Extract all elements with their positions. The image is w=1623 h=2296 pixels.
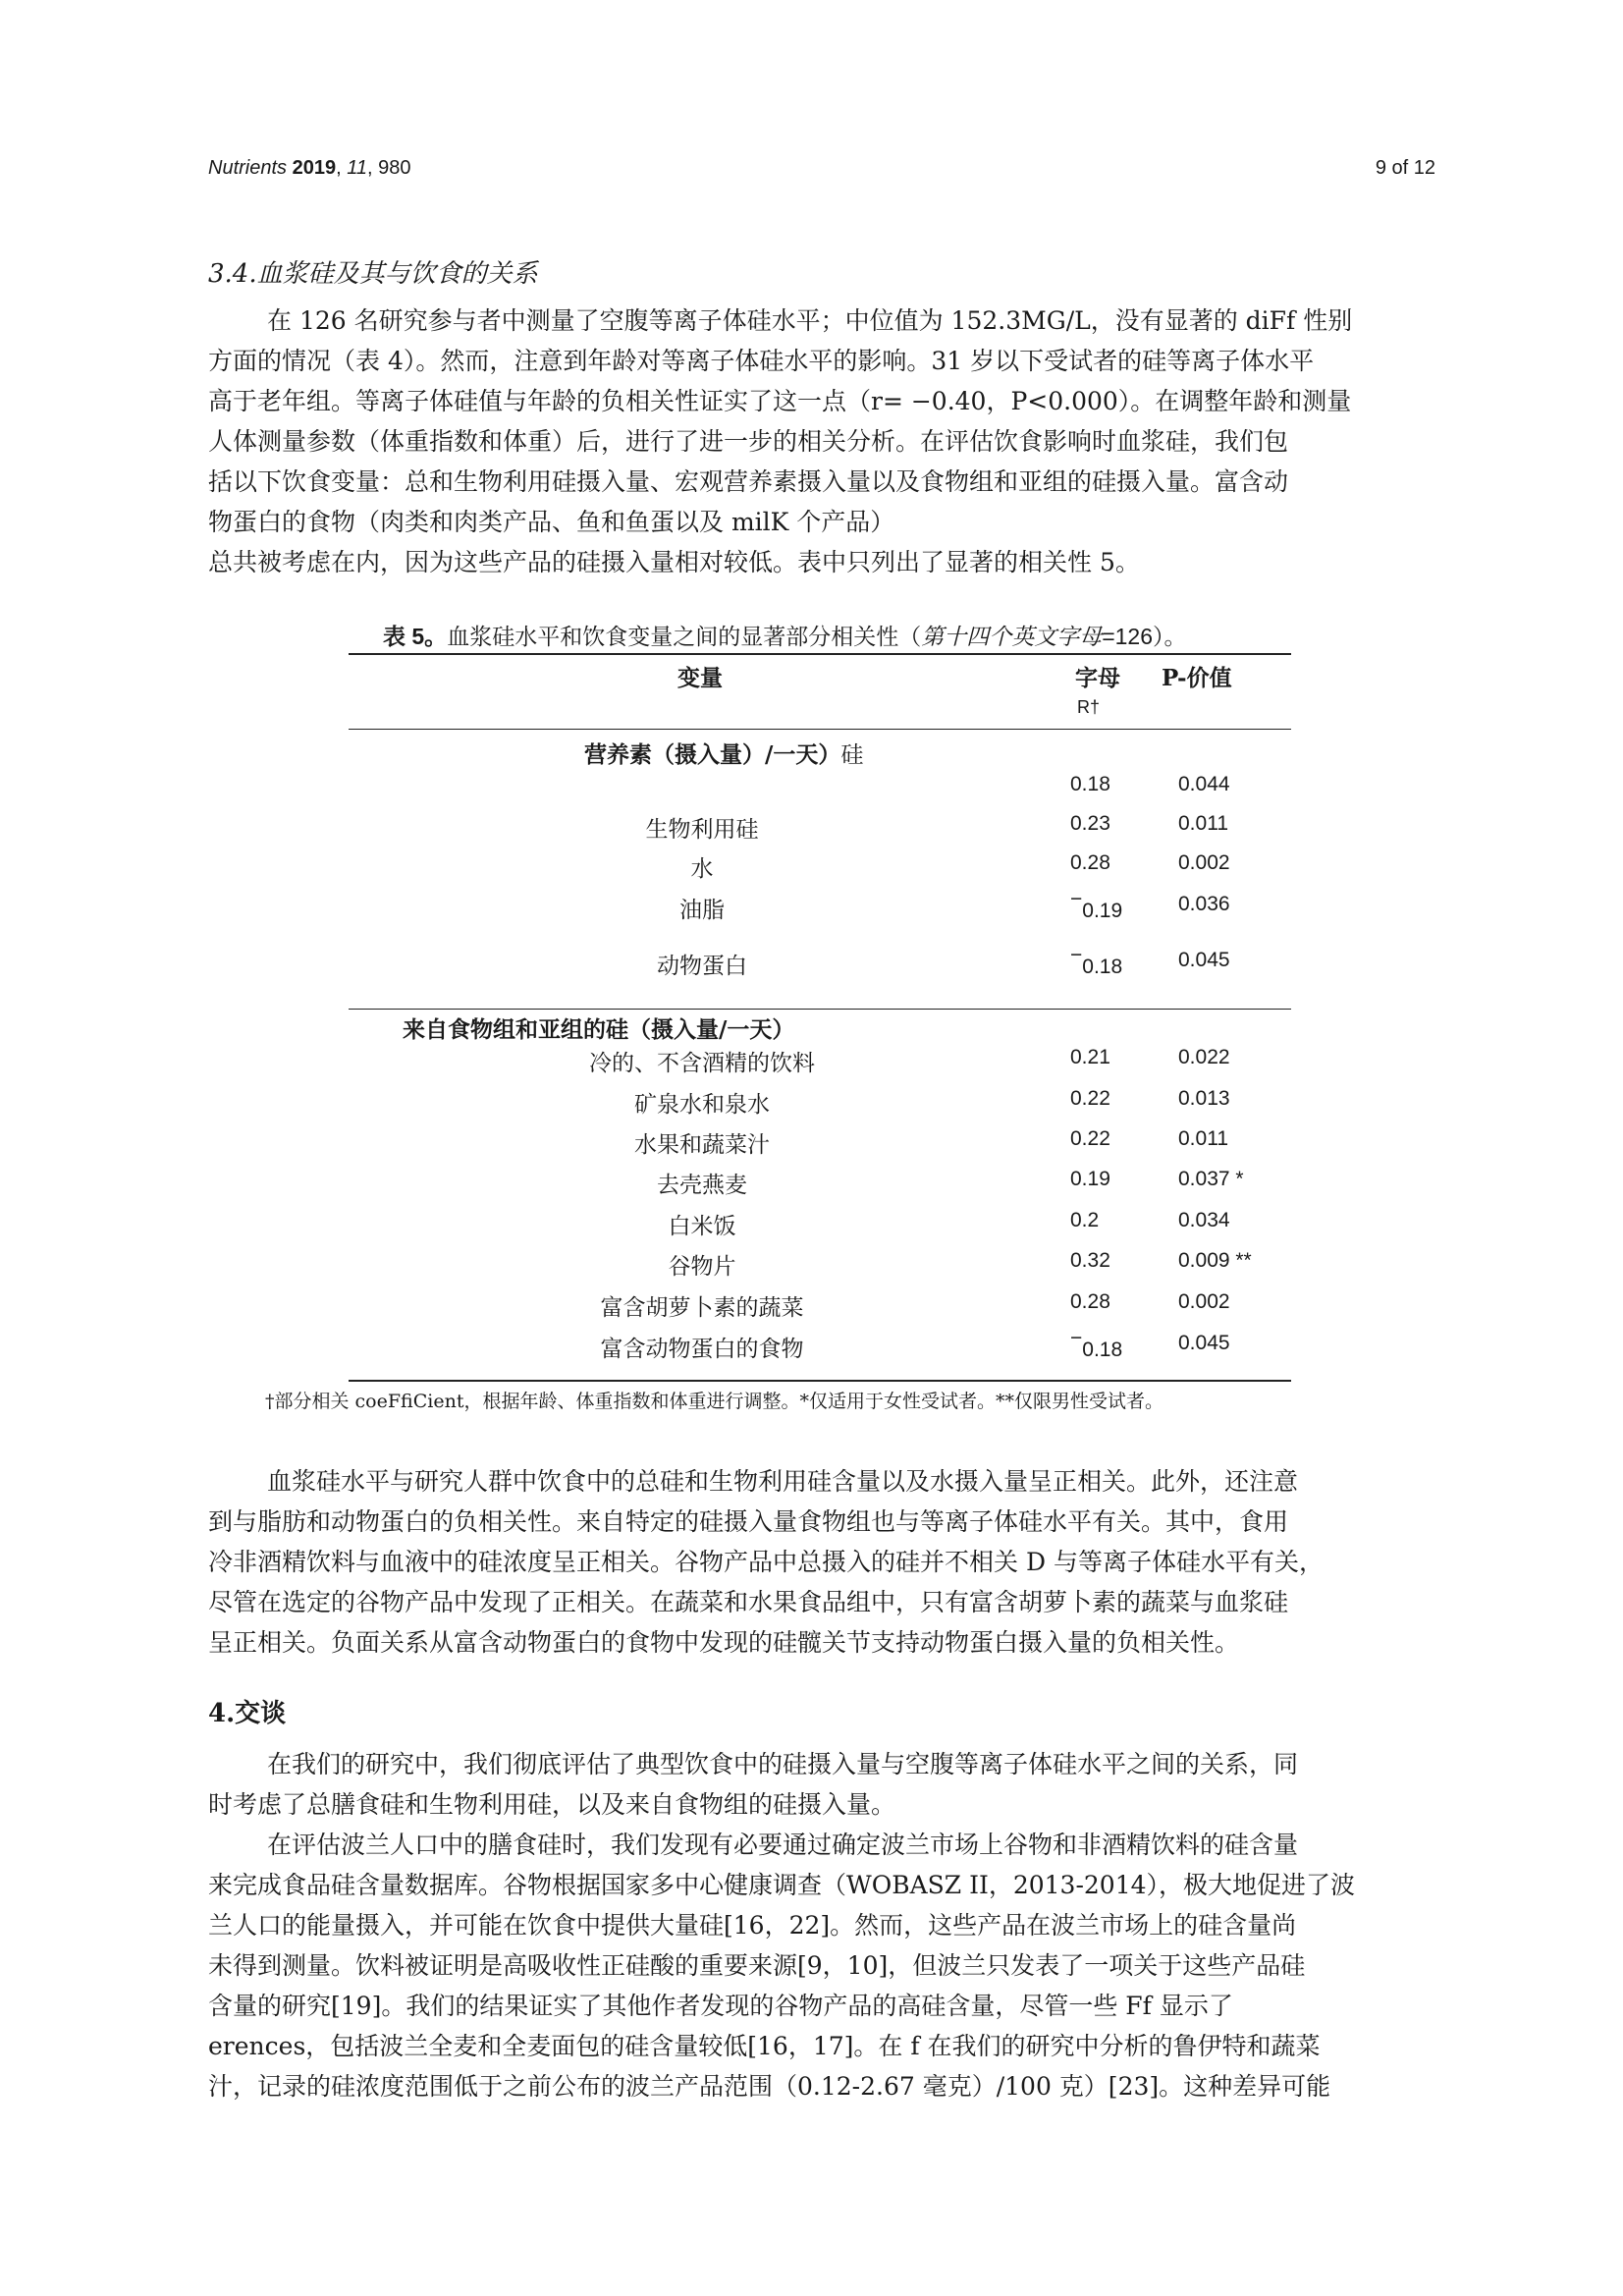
table-caption-label: 表 5。 bbox=[383, 624, 448, 649]
table-row-p: 0.009 ** bbox=[1178, 1249, 1252, 1272]
table-row-p: 0.013 bbox=[1178, 1087, 1230, 1110]
table-row-p: 0.011 bbox=[1178, 1127, 1228, 1150]
paragraph-line: 时考虑了总膳食硅和生物利用硅，以及来自食物组的硅摄入量。 bbox=[208, 1790, 896, 1819]
paragraph-line: 来完成食品硅含量数据库。谷物根据国家多中心健康调查（WOBASZ II，2013-2014），极大地促进了波 bbox=[208, 1871, 1356, 1899]
col-header-p-value: P-价值 bbox=[1162, 665, 1232, 691]
table-row-r: 0.23 bbox=[1070, 812, 1110, 835]
paragraph-line: 含量的研究[19]。我们的结果证实了其他作者发现的谷物产品的高硅含量，尽管一些 Ff 显示了 bbox=[208, 1992, 1233, 2020]
paragraph-line: 冷非酒精饮料与血液中的硅浓度呈正相关。谷物产品中总摄入的硅并不相关 D 与等离子体硅水平有关， bbox=[208, 1548, 1324, 1576]
paragraph-line: 在评估波兰人口中的膳食硅时，我们发现有必要通过确定波兰市场上谷物和非酒精饮料的硅含量 bbox=[267, 1831, 1299, 1859]
col-header-r-bottom: R† bbox=[1077, 697, 1101, 717]
table-row-p: 0.002 bbox=[1178, 1290, 1230, 1313]
table-caption-end: =126）。 bbox=[1102, 624, 1187, 649]
paragraph-line: 尽管在选定的谷物产品中发现了正相关。在蔬菜和水果食品组中，只有富含胡萝卜素的蔬菜与血浆硅 bbox=[208, 1588, 1289, 1616]
col-header-variable: 变量 bbox=[677, 665, 723, 691]
discussion-paragraph-1 bbox=[208, 1744, 1435, 1825]
paragraph-line: 血浆硅水平与研究人群中饮食中的总硅和生物利用硅含量以及水摄入量呈正相关。此外，还注意 bbox=[267, 1467, 1299, 1496]
table-row-label: 生物利用硅 bbox=[645, 817, 759, 843]
table-row-r: 0.18 bbox=[1070, 773, 1110, 795]
table-row-label: 油脂 bbox=[679, 898, 725, 923]
journal-citation: Nutrients 2019, 11, 980 bbox=[208, 157, 411, 179]
section-4-title: 4.交谈 bbox=[208, 1699, 287, 1728]
paragraph-line: 到与脂肪和动物蛋白的负相关性。来自特定的硅摄入量食物组也与等离子体硅水平有关。其中，食用 bbox=[208, 1507, 1289, 1536]
paragraph-line: 未得到测量。饮料被证明是高吸收性正硅酸的重要来源[9，10]，但波兰只发表了一项关于这些产品硅 bbox=[208, 1951, 1306, 1980]
table-row-r: 0.28 bbox=[1070, 1290, 1110, 1313]
results-paragraph bbox=[208, 1461, 1435, 1663]
table-row-r: 0.21 bbox=[1070, 1046, 1110, 1068]
table-row-p: 0.022 bbox=[1178, 1046, 1230, 1068]
table-row-label: 富含动物蛋白的食物 bbox=[600, 1337, 804, 1362]
table-footnote: †部分相关 coeFfiCient，根据年龄、体重指数和体重进行调整。*仅适用于女性受试者。**仅限男性受试者。 bbox=[265, 1391, 1163, 1412]
r-value: 0.18 bbox=[1082, 956, 1123, 978]
table-caption-text: 血浆硅水平和饮食变量之间的显著部分相关性（ bbox=[447, 625, 922, 650]
paragraph-line: 总共被考虑在内，因为这些产品的硅摄入量相对较低。表中只列出了显著的相关性 5。 bbox=[208, 548, 1140, 576]
negative-sign: − bbox=[1070, 1327, 1083, 1349]
table-caption-italic: 第十四个英文字母 bbox=[921, 625, 1103, 650]
paragraph-line: 括以下饮食变量：总和生物利用硅摄入量、宏观营养素摄入量以及食物组和亚组的硅摄入量。富含动 bbox=[208, 467, 1289, 496]
discussion-paragraph-2 bbox=[208, 1825, 1435, 2106]
paragraph-line: 在我们的研究中，我们彻底评估了典型饮食中的硅摄入量与空腹等离子体硅水平之间的关系，同 bbox=[267, 1750, 1299, 1778]
col-header-r-top: 字母 bbox=[1075, 665, 1120, 691]
paragraph-line: 物蛋白的食物（肉类和肉类产品、鱼和鱼蛋以及 milK 个产品） bbox=[208, 508, 895, 536]
table-row-label: 动物蛋白 bbox=[657, 954, 747, 979]
table-row-r bbox=[1070, 1327, 1123, 1362]
table-row-label: 水 bbox=[690, 856, 714, 882]
table-row-p: 0.037 * bbox=[1178, 1168, 1244, 1190]
r-value: 0.19 bbox=[1082, 900, 1123, 922]
table-row-r: 0.22 bbox=[1070, 1127, 1110, 1150]
running-header bbox=[208, 157, 1435, 187]
section-3-4-paragraph bbox=[208, 301, 1435, 582]
table-row-r: 0.22 bbox=[1070, 1087, 1110, 1110]
group-header-nutrients: 营养素（摄入量）/一天）硅 bbox=[584, 741, 864, 768]
negative-sign: − bbox=[1070, 944, 1083, 966]
negative-sign: − bbox=[1070, 888, 1083, 910]
table-row-r: 0.32 bbox=[1070, 1249, 1110, 1272]
table-row-p: 0.036 bbox=[1178, 893, 1230, 915]
journal-article: 980 bbox=[378, 157, 411, 179]
table-row-p: 0.034 bbox=[1178, 1209, 1230, 1231]
journal-volume: 11 bbox=[347, 157, 367, 179]
table-row-p: 0.045 bbox=[1178, 1332, 1230, 1354]
paragraph-line: 方面的情况（表 4）。然而，注意到年龄对等离子体硅水平的影响。31 岁以下受试者的硅等离子体水平 bbox=[208, 347, 1315, 375]
table-bottom-rule bbox=[349, 1380, 1291, 1382]
paragraph-line: 人体测量参数（体重指数和体重）后，进行了进一步的相关分析。在评估饮食影响时血浆硅，我们包 bbox=[208, 427, 1289, 456]
table-row-r: 0.2 bbox=[1070, 1209, 1100, 1231]
table-row-label: 富含胡萝卜素的蔬菜 bbox=[600, 1295, 804, 1321]
table-caption bbox=[383, 619, 1187, 651]
paragraph-line: 高于老年组。等离子体硅值与年龄的负相关性证实了这一点（r= −0.40，P<0.000）。在调整年龄和测量 bbox=[208, 387, 1352, 415]
table-row-r: 0.28 bbox=[1070, 851, 1110, 874]
table-group-rule bbox=[349, 1009, 1291, 1010]
table-row-r bbox=[1070, 944, 1123, 979]
paragraph-line: erences，包括波兰全麦和全麦面包的硅含量较低[16，17]。在 f 在我们的研究中分析的鲁伊特和蔬菜 bbox=[208, 2032, 1321, 2060]
table-row-label: 谷物片 bbox=[668, 1254, 736, 1280]
table-row-label: 去壳燕麦 bbox=[657, 1173, 747, 1198]
table-row-p: 0.044 bbox=[1178, 773, 1230, 795]
table-header-rule bbox=[349, 729, 1291, 730]
table-row-label: 冷的、不含酒精的饮料 bbox=[589, 1051, 815, 1076]
table-row-p: 0.045 bbox=[1178, 949, 1230, 971]
table-top-rule bbox=[349, 653, 1291, 655]
table-row-label: 白米饭 bbox=[668, 1214, 736, 1239]
page-number: 9 of 12 bbox=[1375, 157, 1435, 179]
paragraph-line: 呈正相关。负面关系从富含动物蛋白的食物中发现的硅髋关节支持动物蛋白摄入量的负相关性。 bbox=[208, 1628, 1240, 1657]
r-value: 0.18 bbox=[1082, 1339, 1123, 1361]
paragraph-line: 兰人口的能量摄入，并可能在饮食中提供大量硅[16，22]。然而，这些产品在波兰市场上的硅含量尚 bbox=[208, 1911, 1297, 1940]
table-row-label: 水果和蔬菜汁 bbox=[634, 1132, 770, 1158]
paragraph-line: 在 126 名研究参与者中测量了空腹等离子体硅水平；中位值为 152.3MG/L，没有显著的 diFf 性别 bbox=[267, 306, 1353, 335]
journal-name: Nutrients bbox=[208, 157, 288, 179]
table-row-p: 0.011 bbox=[1178, 812, 1228, 835]
table-row-label: 矿泉水和泉水 bbox=[634, 1092, 770, 1118]
paragraph-line: 汁，记录的硅浓度范围低于之前公布的波兰产品范围（0.12-2.67 毫克）/100 克）[23]。这种差异可能 bbox=[208, 2072, 1331, 2101]
group-header-food-groups: 来自食物组和亚组的硅（摄入量/一天） bbox=[403, 1016, 795, 1043]
table-row-p: 0.002 bbox=[1178, 851, 1230, 874]
table-row-r bbox=[1070, 888, 1123, 923]
journal-year: 2019 bbox=[292, 157, 337, 179]
section-3-4-title: 3.4.血浆硅及其与饮食的关系 bbox=[208, 259, 538, 289]
table-row-r: 0.19 bbox=[1070, 1168, 1110, 1190]
